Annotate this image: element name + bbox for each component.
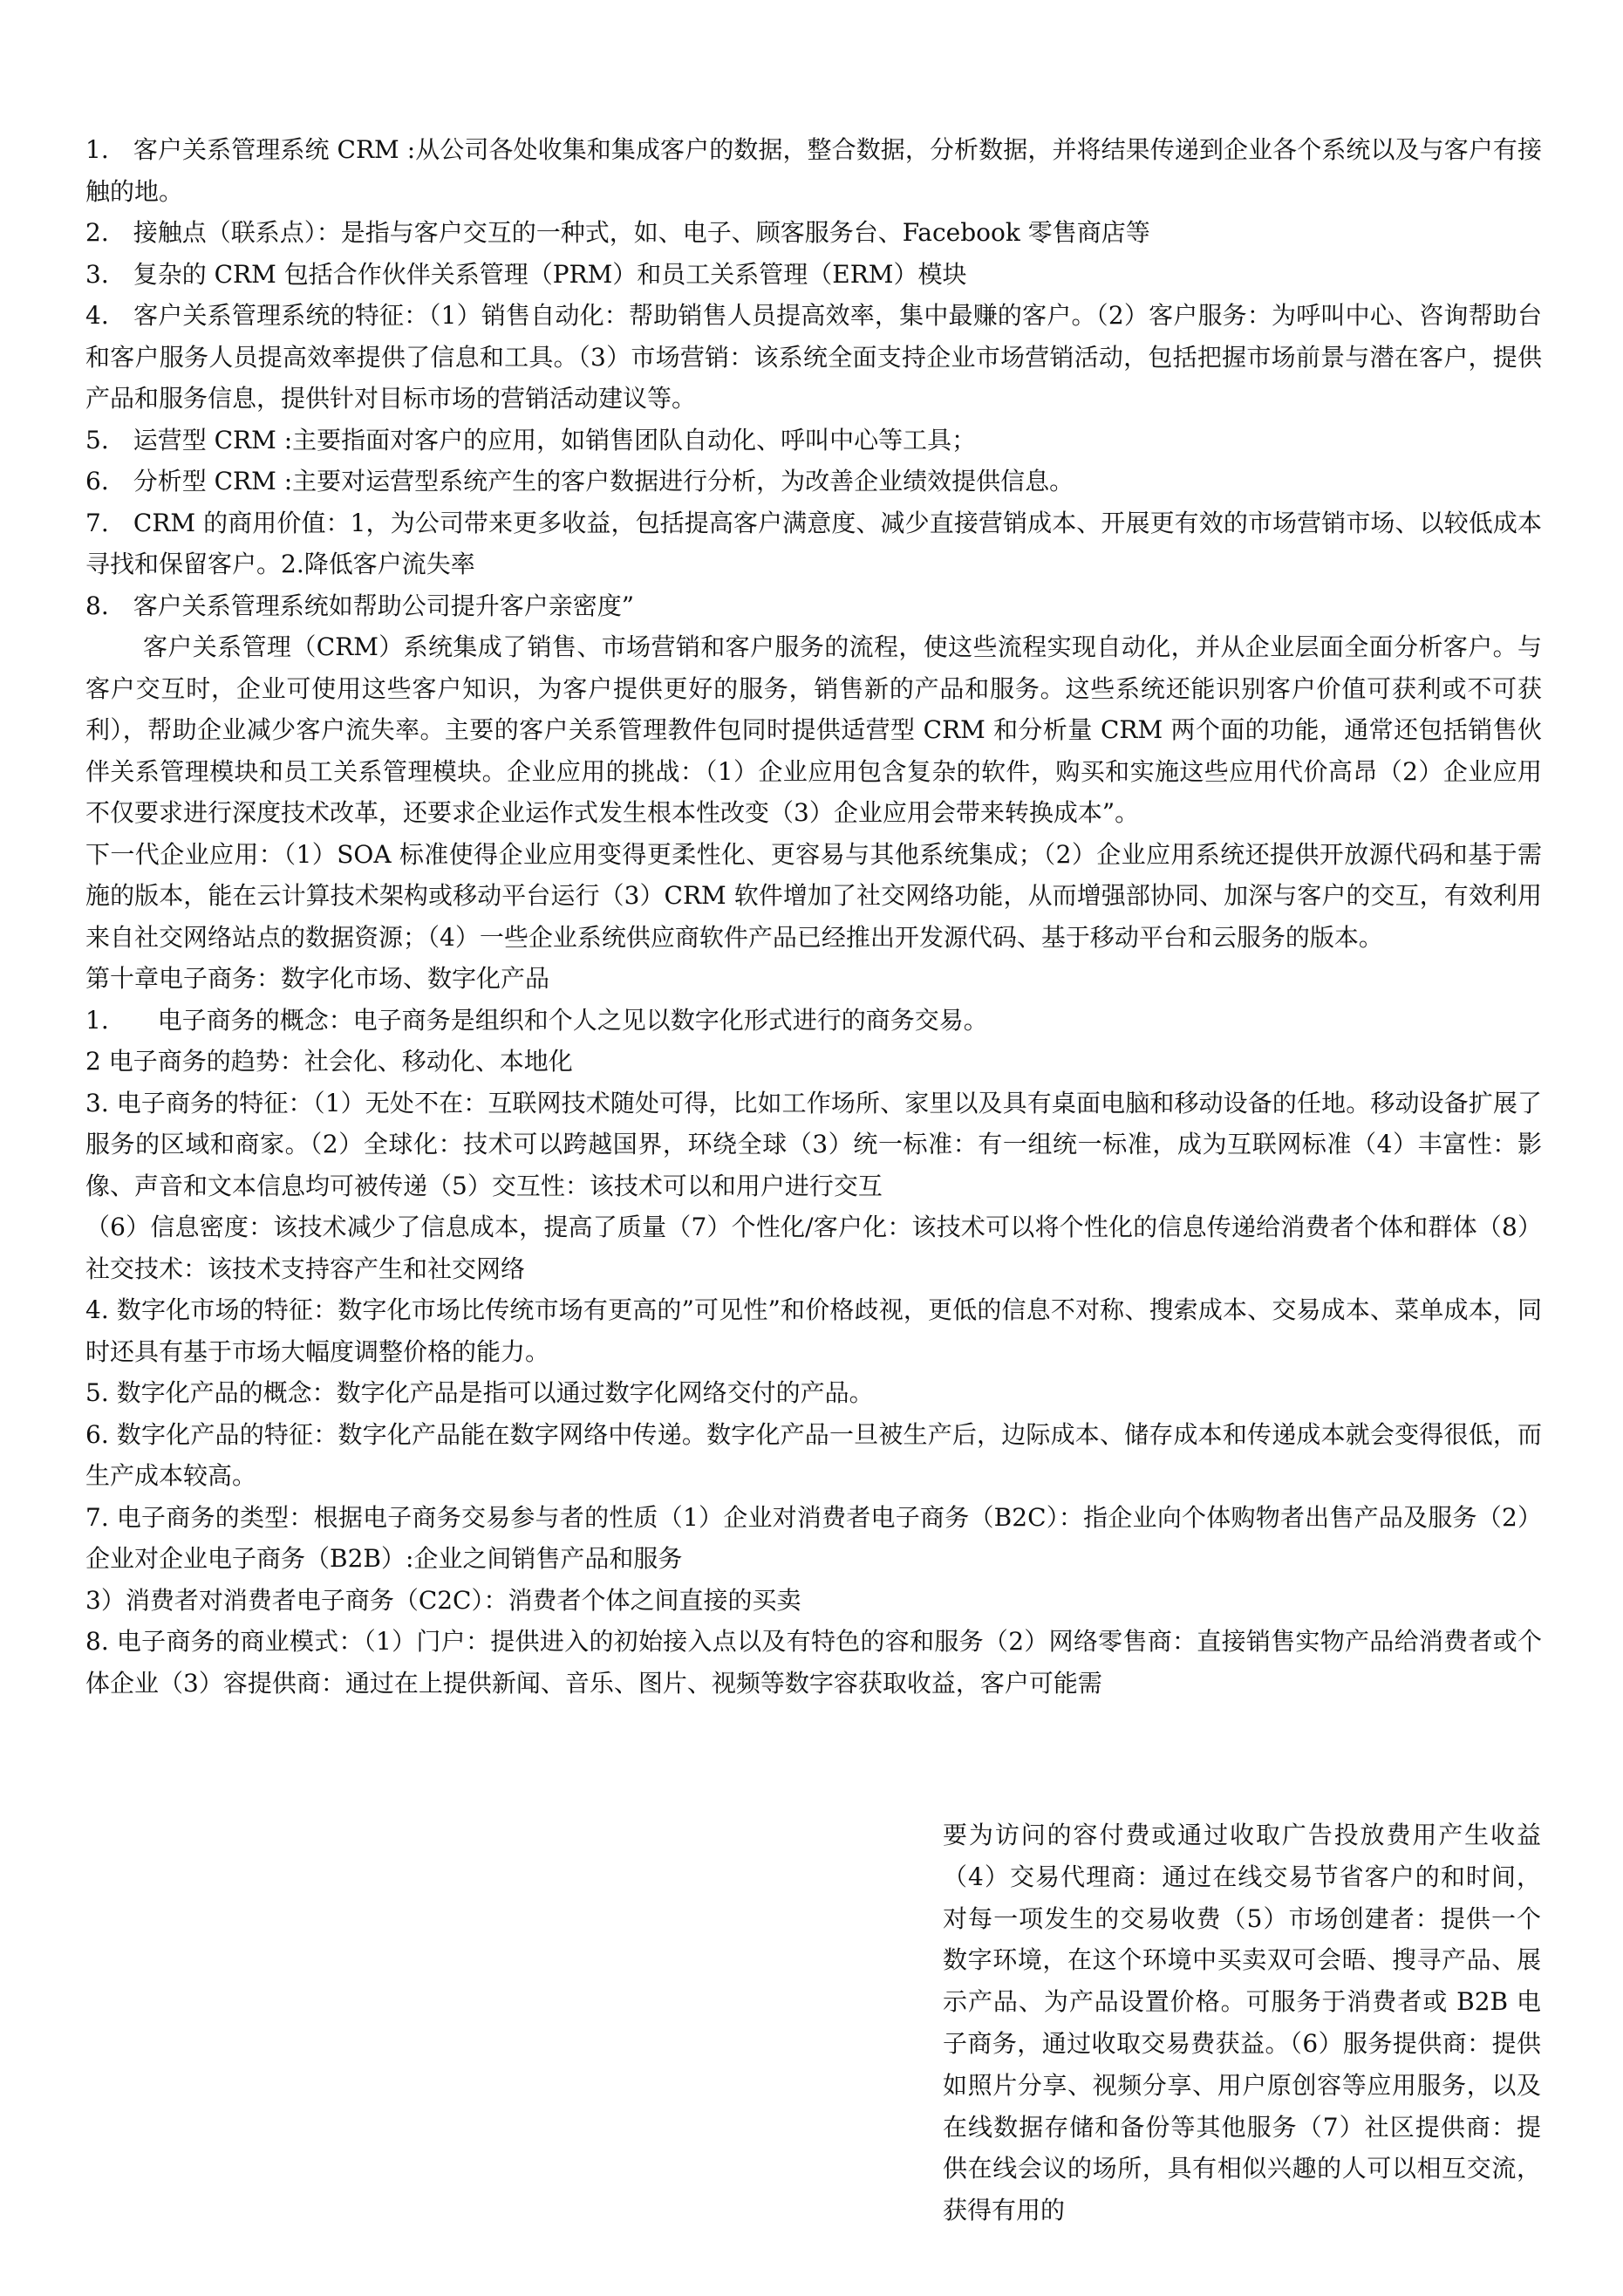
paragraph: （6）信息密度：该技术减少了信息成本，提高了质量（7）个性化/客户化：该技术可以将个性化的信息传递给消费者个体和群体（8）社交技术：该技术支持容产生和社交网络 [85, 1213, 1542, 1283]
paragraph: 7. 电子商务的类型：根据电子商务交易参与者的性质（1）企业对消费者电子商务（B2C）：指企业向个体购物者出售产品及服务（2）企业对企业电子商务（B2B）:企业之间销售产品和服务 [85, 1502, 1542, 1573]
paragraph: 4. 数字化市场的特征：数字化市场比传统市场有更高的”可见性”和价格歧视，更低的信息不对称、搜索成本、交易成本、菜单成本，同时还具有基于市场大幅度调整价格的能力。 [85, 1295, 1542, 1366]
continuation-column [943, 1814, 1541, 2231]
paragraph: 7. CRM 的商用价值：1，为公司带来更多收益，包括提高客户满意度、减少直接营销成本、开展更有效的市场营销市场、以较低成本寻找和保留客户。2.降低客户流失率 [85, 508, 1542, 578]
paragraph: 3. 复杂的 CRM 包括合作伙伴关系管理（PRM）和员工关系管理（ERM）模块 [85, 259, 967, 289]
main-text-column [85, 129, 1542, 1704]
paragraph: 客户关系管理（CRM）系统集成了销售、市场营销和客户服务的流程，使这些流程实现自动化，并从企业层面全面分析客户。与客户交互时，企业可使用这些客户知识，为客户提供更好的服务，销售新的产品和服务。这些系统还能识别客户价值可获利或不可获利），帮助企业减少客户流失率。主要的客户关系管理教件包同时提供适营型 CRM 和分析量 CRM 两个面的功能，通常还包括销售伙伴关系管理模块和员工关系管理模块。企业应用的挑战：（1）企业应用包含复杂的软件，购买和实施这些应用代价高昂（2）企业应用不仅要求进行深度技术改革，还要求企业运作式发生根本性改变（3）企业应用会带来转换成本”。 [85, 632, 1542, 827]
paragraph: 3. 电子商务的特征：（1）无处不在：互联网技术随处可得，比如工作场所、家里以及具有桌面电脑和移动设备的任地。移动设备扩展了服务的区域和商家。（2）全球化：技术可以跨越国界，环绕全球（3）统一标准：有一组统一标准，成为互联网标准（4）丰富性：影像、声音和文本信息均可被传递（5）交互性：该技术可以和用户进行交互 [85, 1088, 1542, 1200]
continuation-paragraph: 要为访问的容付费或通过收取广告投放费用产生收益（4）交易代理商：通过在线交易节省客户的和时间，对每一项发生的交易收费（5）市场创建者：提供一个数字环境，在这个环境中买卖双可会晤、搜寻产品、展示产品、为产品设置价格。可服务于消费者或 B2B 电子商务，通过收取交易费获益。（6）服务提供商：提供如照片分享、视频分享、用户原创容等应用服务，以及在线数据存储和备份等其他服务（7）社区提供商：提供在线会议的场所，具有相似兴趣的人可以相互交流，获得有用的 [943, 1821, 1541, 2225]
paragraph: 8. 客户关系管理系统如帮助公司提升客户亲密度” [85, 591, 635, 620]
paragraph: 下一代企业应用：（1）SOA 标准使得企业应用变得更柔性化、更容易与其他系统集成；（2）企业应用系统还提供开放源代码和基于需施的版本，能在云计算技术架构或移动平台运行（3）CRM 软件增加了社交网络功能，从而增强部协同、加深与客户的交互，有效利用来自社交网络站点的数据资源；（4）一些企业系统供应商软件产品已经推出开发源代码、基于移动平台和云服务的版本。 [85, 839, 1542, 952]
paragraph: 6. 数字化产品的特征：数字化产品能在数字网络中传递。数字化产品一旦被生产后，边际成本、储存成本和传递成本就会变得很低，而生产成本较高。 [85, 1419, 1542, 1490]
paragraph: 8. 电子商务的商业模式：（1）门户：提供进入的初始接入点以及有特色的容和服务（2）网络零售商：直接销售实物产品给消费者或个体企业（3）容提供商：通过在上提供新闻、音乐、图片、视频等数字容获取收益，客户可能需 [85, 1627, 1542, 1698]
paragraph: 1. 电子商务的概念：电子商务是组织和个人之见以数字化形式进行的商务交易。 [85, 1005, 988, 1035]
paragraph: 3）消费者对消费者电子商务（C2C）：消费者个体之间直接的买卖 [85, 1585, 801, 1615]
paragraph: 5. 数字化产品的概念：数字化产品是指可以通过数字化网络交付的产品。 [85, 1378, 874, 1407]
paragraph: 2 电子商务的趋势：社会化、移动化、本地化 [85, 1047, 573, 1076]
paragraph: 5. 运营型 CRM :主要指面对客户的应用，如销售团队自动化、呼叫中心等工具； [85, 425, 977, 454]
paragraph: 6. 分析型 CRM :主要对运营型系统产生的客户数据进行分析，为改善企业绩效提供信息。 [85, 467, 1074, 495]
paragraph: 1. 客户关系管理系统 CRM :从公司各处收集和集成客户的数据，整合数据，分析数据，并将结果传递到企业各个系统以及与客户有接触的地。 [85, 135, 1542, 206]
chapter-heading: 第十章电子商务：数字化市场、数字化产品 [85, 964, 550, 993]
paragraph: 2. 接触点（联系点）：是指与客户交互的一种式，如、电子、顾客服务台、Facebook 零售商店等 [85, 218, 1150, 247]
paragraph: 4. 客户关系管理系统的特征：（1）销售自动化：帮助销售人员提高效率，集中最赚的客户。（2）客户服务：为呼叫中心、咨询帮助台和客户服务人员提高效率提供了信息和工具。（3）市场营销：该系统全面支持企业市场营销活动，包括把握市场前景与潜在客户，提供产品和服务信息，提供针对目标市场的营销活动建议等。 [85, 301, 1542, 413]
